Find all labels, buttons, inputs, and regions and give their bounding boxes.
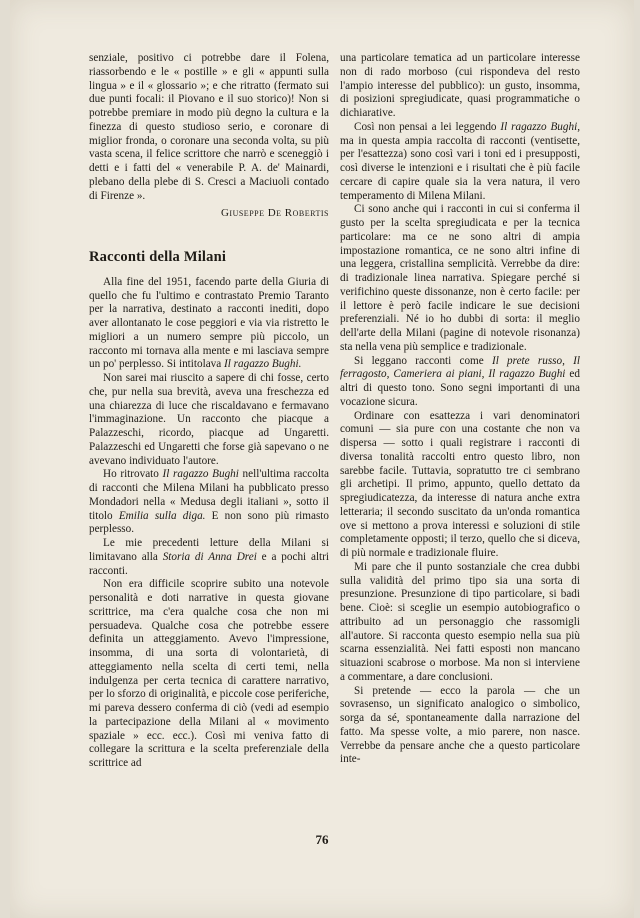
paragraph: Ci sono anche qui i racconti in cui si conferma il gusto per la scelta spregiudicata e per la tecnica particolare: ma ce ne sono altri di ampia impostazione romantica, ce ne sono altri infine di una leggera, cristallina semplicità. Verrebbe da dire: di tradizionale linea narrativa. Spiegare perché si verifichino queste dissonanze, non è certo facile: per il lettore è però facile indicare le sue decisioni preferenziali. Né io ho dubbi di sorta: il meglio dell'arte della Milani (pagine di notevole risonanza) sta nella vena più semplice e tradizionale. <box>340 203 580 353</box>
paragraph-text: Si leggano racconti come <box>354 354 492 367</box>
paragraph <box>340 355 580 410</box>
paragraph <box>89 276 329 372</box>
document-page <box>10 0 634 918</box>
page-number: 76 <box>315 832 329 847</box>
right-column <box>340 52 580 767</box>
book-title: Il ragazzo Bughi. <box>224 358 302 371</box>
paragraph-text: Ho ritrovato <box>103 468 163 481</box>
paragraph <box>89 468 329 537</box>
paragraph <box>89 537 329 578</box>
paragraph: Non sarei mai riuscito a sapere di chi fosse, certo che, pur nella sua brevità, aveva una freschezza ed una chiarezza di luce che riscaldavano e fermavano l'immaginazione. Un racconto che piacque a Palazzeschi, ricordo, piacque ad Ungaretti. Palazzeschi ed Ungaretti che forse già sapevano o ne avevano individuato l'autore. <box>89 372 329 467</box>
paragraph-text: E non sono più rimasto perplesso. <box>89 509 329 536</box>
paragraph-text: Le mie precedenti letture della Milani si limitavano alla <box>89 537 329 563</box>
paragraph-text: e a pochi altri racconti. <box>89 550 330 577</box>
paragraph-text: ma in questa ampia raccolta di racconti (ventisette, per l'esattezza) sono così vari i toni ed i presupposti, così diverse le intenzioni e i risultati che è più facile cercare di capire quale sia la vera natura, il vero temperamento di Milena Milani. <box>340 134 580 202</box>
paragraph-text: Alla fine del 1951, facendo parte della Giuria di quello che fu l'ultimo e contrastato Premio Taranto per la narrativa, destinato a racconti inediti, dopo aver allontanato le cose peggiori e via via ristretto le migliori a un numero sempre più piccolo, un racconto mi tornava alla mente e mi lasciava sempre un po' perplesso. Si intitolava <box>89 275 329 371</box>
author-signature: Giuseppe De Robertis <box>220 207 329 220</box>
paragraph-text: ed altri di questo tono. Sono segni importanti di una vocazione sicura. <box>340 368 580 408</box>
left-column <box>89 52 329 771</box>
paragraph-text: nell'ultima raccolta di racconti che Milena Milani ha pubblicato presso Mondadori nella « Medusa degli italiani », sotto il titolo <box>89 468 330 522</box>
book-title: Emilia sulla diga. <box>118 509 206 522</box>
book-title: Il ragazzo Bughi, <box>500 120 580 133</box>
continued-paragraph: senziale, positivo ci potrebbe dare il Folena, riassorbendo e le « postille » e gli « appunti sulla lingua » e il « glossario »; e che ritratto (fermato sui due punti focali: il Piovano e il suo storico)! Non si potrebbe premiare in modo più degno la cultura e la finezza di questo studioso serio, e coronare di miglior fronda, o coronare una seconda volta, su più vasta scena, il felice scrittore che narrò e sceneggiò i detti e i fatti del « venerabile P. A. de' Mainardi, plebano della plebe di S. Cresci a Maciuoli contado di Firenze ». <box>89 52 329 202</box>
book-title: Il ragazzo Bughi <box>162 468 239 481</box>
paragraph: Si pretende — ecco la parola — che un sovrasenso, un significato analogico o simbolico, sorga da sé, spontaneamente dalla narrazione del fatto. Ma spesse volte, a mio parere, non nasce. Verrebbe da pensare anche che a questo particolare inte- <box>340 684 580 766</box>
book-titles: Il prete russo, Il ferragosto, Cameriera ai piani, Il ragazzo Bughi <box>340 354 580 381</box>
section-title: Racconti della Milani <box>89 249 227 265</box>
paragraph-text: Così non pensai a lei leggendo <box>354 120 501 133</box>
paragraph <box>340 121 580 204</box>
paragraph: Ordinare con esattezza i vari denominatori comuni — sia pure con una costante che non va dispersa — sotto i quali registrare i racconti di diversa tonalità raccolti entro questo libro, non sarebbe facile. Tuttavia, sopratutto tre ci sembrano gli archetipi. Il primo, appunto, quello dettato da spregiudicatezza, da interesse di natura anche extra letteraria; il secondo suscitato da un'onda romantica ove si mettono a prova interessi e soluzioni di stile completamente opposti; il terzo, quello che si diceva, di più normale e tradizionale fluire. <box>340 409 580 559</box>
paragraph: Mi pare che il punto sostanziale che crea dubbi sulla validità del primo tipo sia una sorta di presunzione. Presunzione di tipo particolare, si badi bene. Cioè: si sceglie un esempio autobiografico o attribuito ad un personaggio che rassomigli all'autore. Si racconta questo esempio nella sua più scarna essenzialità. Nei fatti esposti non mancano situazioni scabrose o morbose. Ma non si interviene a commentare, a dare conclusioni. <box>340 560 580 683</box>
book-title: Storia di Anna Drei <box>162 550 257 563</box>
paragraph: Non era difficile scoprire subito una notevole personalità e doti narrative in questa giovane scrittrice, ma c'era qualche cosa che non mi persuadeva. Qualche cosa che potrebbe essere definita un atteggiamento. Avevo l'impressione, insomma, di una sorta di volontarietà, di atteggiamento nella scelta di certi temi, nella indulgenza per certa tecnica di carattere narrativo, per lo sforzo di originalità, e piccole cose periferiche, mi pareva dessero conferma di ciò (vedi ad esempio la partecipazione della Milani al « movimento spaziale » ecc. ecc.). Così mi veniva fatto di collegare la scrittura e la scelta preferenziale della scrittrice ad <box>89 578 329 769</box>
continued-paragraph: una particolare tematica ad un particolare interesse non di rado morboso (cui rispondeva del resto l'ampio interesse del pubblico): un gusto, insomma, di posizioni spregiudicate, quasi programmatiche o dichiarative. <box>340 52 580 119</box>
